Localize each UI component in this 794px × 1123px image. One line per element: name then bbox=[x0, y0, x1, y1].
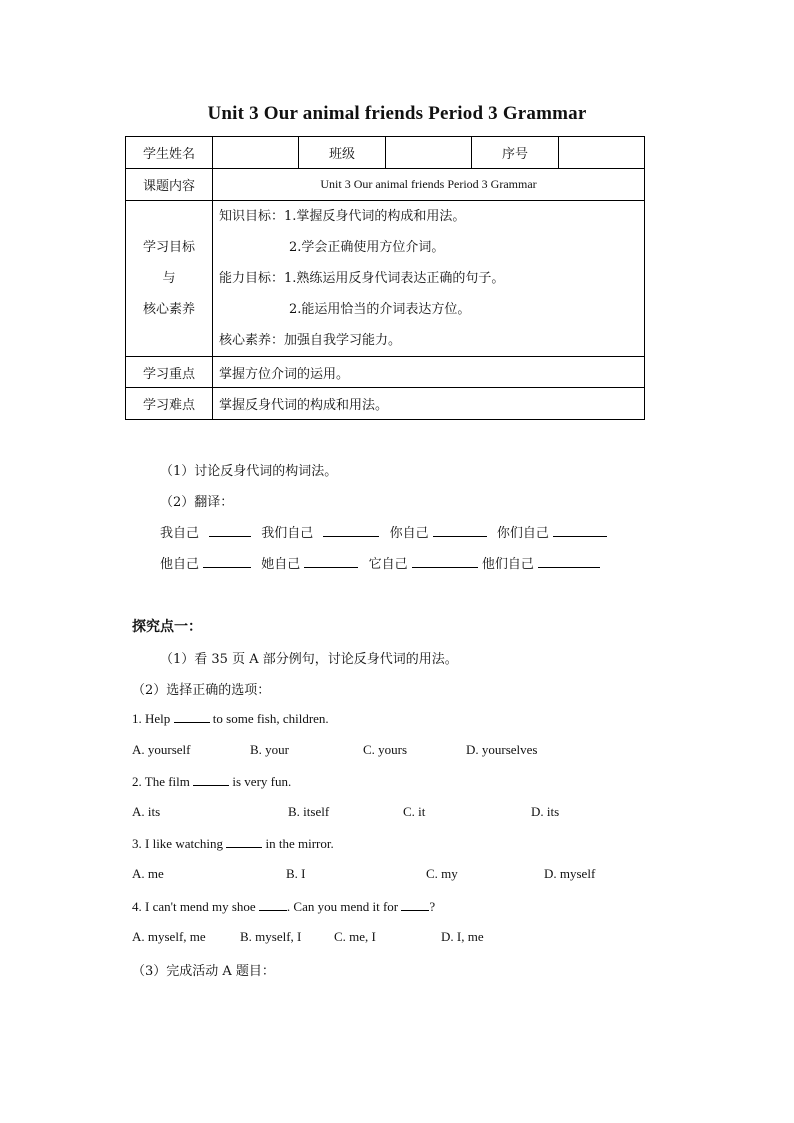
question-stem: 3. I like watching bbox=[132, 836, 227, 851]
name-label: 学生姓名 bbox=[126, 137, 213, 169]
answer-blank[interactable] bbox=[174, 710, 210, 723]
answer-blank[interactable] bbox=[259, 898, 287, 911]
question-1 bbox=[132, 710, 329, 727]
question-stem: . Can you mend it for bbox=[286, 899, 402, 914]
question-stem: to some fish, children. bbox=[209, 711, 329, 726]
explore-step-3: （3）完成活动 A 题目： bbox=[132, 964, 275, 979]
name-field bbox=[213, 137, 299, 169]
word-label: 我们自己 bbox=[261, 526, 314, 541]
option-d[interactable]: D. myself bbox=[544, 866, 596, 881]
question-stem: 2. The film bbox=[132, 774, 194, 789]
table-row bbox=[126, 388, 645, 420]
question-2 bbox=[132, 773, 291, 790]
question-stem: is very fun. bbox=[229, 774, 292, 789]
ability-goal-2: 2.能运用恰当的介词表达方位。 bbox=[289, 302, 471, 317]
word-label: 你们自己 bbox=[496, 526, 549, 541]
goals-label-line: 与 bbox=[162, 271, 176, 286]
explore-heading: 探究点一： bbox=[132, 619, 202, 635]
answer-blank[interactable] bbox=[203, 555, 251, 568]
question-stem: 4. I can't mend my shoe bbox=[132, 899, 259, 914]
document-title: Unit 3 Our animal friends Period 3 Grammar bbox=[207, 103, 587, 124]
preview-item-2: （2）翻译： bbox=[160, 495, 234, 510]
explore-step-1: （1）看 35 页 A 部分例句，讨论反身代词的用法。 bbox=[160, 652, 458, 667]
answer-blank[interactable] bbox=[209, 524, 251, 537]
goals-label bbox=[126, 201, 213, 357]
class-field bbox=[386, 137, 472, 169]
option-a[interactable]: A. myself, me bbox=[132, 929, 206, 944]
option-c[interactable]: C. my bbox=[426, 866, 458, 881]
goals-label-line: 核心素养 bbox=[142, 302, 195, 317]
topic-label: 课题内容 bbox=[126, 169, 213, 201]
option-b[interactable]: B. itself bbox=[288, 804, 330, 819]
ability-goal: 能力目标：1.熟练运用反身代词表达正确的句子。 bbox=[219, 271, 505, 286]
preview-item-1: （1）讨论反身代词的构词法。 bbox=[160, 464, 338, 479]
core-literacy: 核心素养：加强自我学习能力。 bbox=[219, 333, 402, 348]
info-table bbox=[125, 136, 645, 420]
key-point-value: 掌握方位介词的运用。 bbox=[213, 357, 645, 388]
translation-row-1 bbox=[160, 522, 607, 541]
option-d[interactable]: D. yourselves bbox=[466, 742, 538, 757]
answer-blank[interactable] bbox=[304, 555, 358, 568]
topic-value: Unit 3 Our animal friends Period 3 Grammar bbox=[213, 169, 645, 201]
difficulty-label: 学习难点 bbox=[126, 388, 213, 420]
answer-blank[interactable] bbox=[433, 524, 487, 537]
word-label: 他们自己 bbox=[481, 557, 534, 572]
option-b[interactable]: B. your bbox=[250, 742, 289, 757]
word-label: 我自己 bbox=[160, 526, 200, 541]
word-label: 她自己 bbox=[261, 557, 301, 572]
knowledge-goal-2: 2.学会正确使用方位介词。 bbox=[289, 240, 445, 255]
answer-blank[interactable] bbox=[401, 898, 429, 911]
word-label: 他自己 bbox=[160, 557, 200, 572]
answer-blank[interactable] bbox=[226, 835, 262, 848]
option-c[interactable]: C. me, I bbox=[334, 929, 376, 944]
option-d[interactable]: D. I, me bbox=[441, 929, 484, 944]
table-row bbox=[126, 357, 645, 388]
knowledge-goal: 知识目标：1.掌握反身代词的构成和用法。 bbox=[219, 209, 466, 224]
goals-label-line: 学习目标 bbox=[142, 240, 195, 255]
table-row bbox=[126, 137, 645, 169]
translation-row-2 bbox=[160, 553, 600, 572]
explore-step-2: （2）选择正确的选项： bbox=[132, 683, 271, 698]
goals-content bbox=[213, 201, 645, 357]
option-a[interactable]: A. yourself bbox=[132, 742, 191, 757]
question-stem: in the mirror. bbox=[262, 836, 334, 851]
option-a[interactable]: A. its bbox=[132, 804, 161, 819]
option-b[interactable]: B. myself, I bbox=[240, 929, 302, 944]
question-stem: ? bbox=[429, 899, 436, 914]
difficulty-value: 掌握反身代词的构成和用法。 bbox=[213, 388, 645, 420]
question-3 bbox=[132, 835, 334, 852]
option-c[interactable]: C. yours bbox=[363, 742, 408, 757]
word-label: 它自己 bbox=[368, 557, 408, 572]
answer-blank[interactable] bbox=[412, 555, 478, 568]
class-label: 班级 bbox=[299, 137, 386, 169]
answer-blank[interactable] bbox=[193, 773, 229, 786]
table-row bbox=[126, 201, 645, 357]
seat-label: 序号 bbox=[472, 137, 559, 169]
option-d[interactable]: D. its bbox=[531, 804, 560, 819]
answer-blank[interactable] bbox=[553, 524, 607, 537]
key-point-label: 学习重点 bbox=[126, 357, 213, 388]
question-4 bbox=[132, 898, 435, 915]
option-a[interactable]: A. me bbox=[132, 866, 164, 881]
option-c[interactable]: C. it bbox=[403, 804, 426, 819]
option-b[interactable]: B. I bbox=[286, 866, 306, 881]
answer-blank[interactable] bbox=[323, 524, 379, 537]
word-label: 你自己 bbox=[389, 526, 429, 541]
table-row bbox=[126, 169, 645, 201]
seat-field bbox=[559, 137, 645, 169]
question-stem: 1. Help bbox=[132, 711, 174, 726]
answer-blank[interactable] bbox=[538, 555, 600, 568]
